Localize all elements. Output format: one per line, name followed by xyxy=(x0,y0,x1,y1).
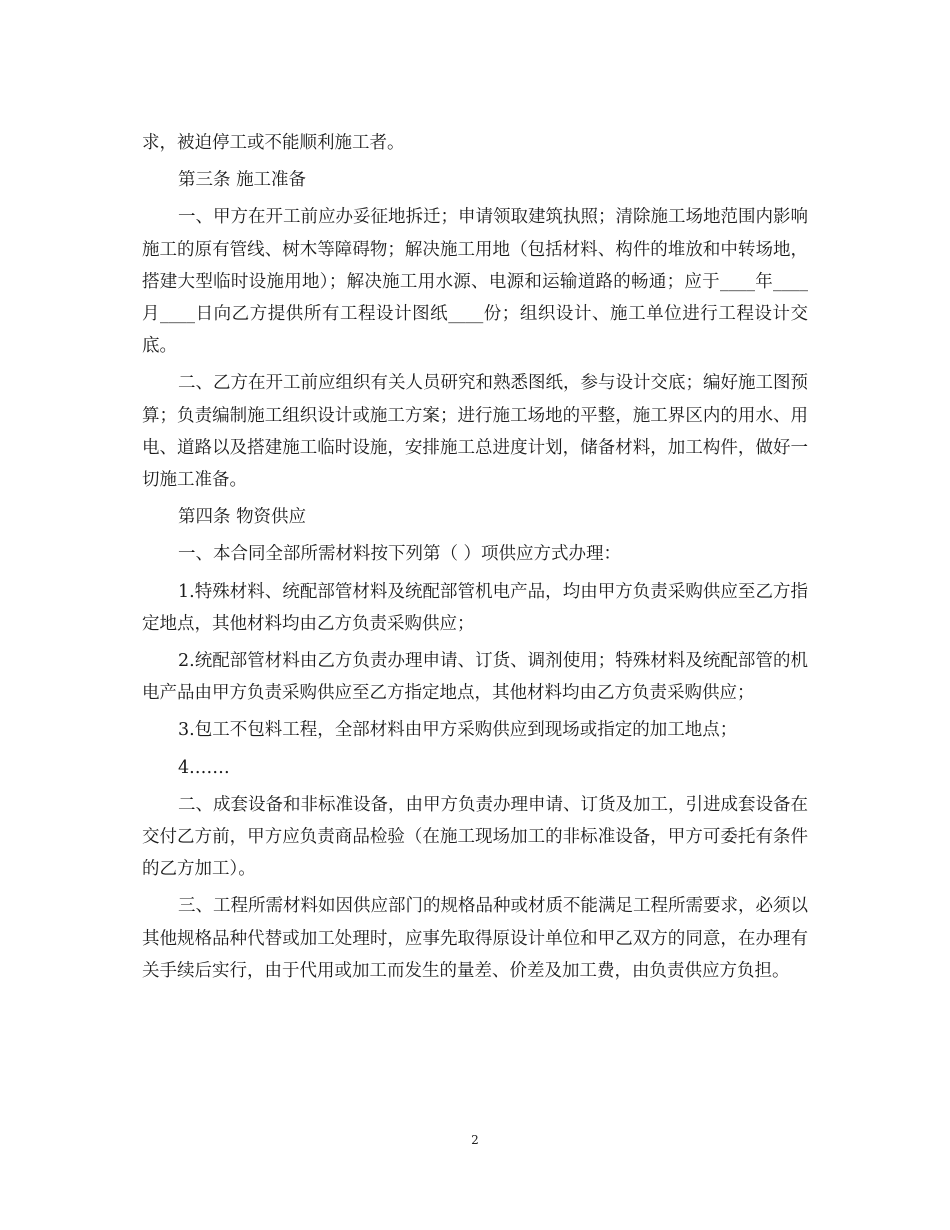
section-heading: 第四条 物资供应 xyxy=(178,507,307,528)
paragraph: 一、本合同全部所需材料按下列第（ ）项供应方式办理： xyxy=(178,544,622,565)
paragraph: 求，被迫停工或不能顺利施工者。 xyxy=(142,133,405,153)
document-body xyxy=(142,127,808,987)
list-item: 1.特殊材料、统配部管材料及统配部管机电产品，均由甲方负责采购供应至乙方指定地点，其他材料均由乙方负责采购供应； xyxy=(142,581,808,634)
list-item: 4.…… xyxy=(178,757,230,778)
paragraph: 二、乙方在开工前应组织有关人员研究和熟悉图纸，参与设计交底；编好施工图预算；负责编制施工组织设计或施工方案；进行施工场地的平整，施工界区内的用水、用电、道路以及搭建施工临时设施，安排施工总进度计划，储备材料，加工构件，做好一切施工准备。 xyxy=(142,373,808,491)
list-item: 3.包工不包料工程，全部材料由甲方采购供应到现场或指定的加工地点； xyxy=(178,720,738,741)
paragraph: 一、甲方在开工前应办妥征地拆迁；申请领取建筑执照；清除施工场地范围内影响施工的原有管线、树木等障碍物；解决施工用地（包括材料、构件的堆放和中转场地，搭建大型临时设施用地）；解决施工用水源、电源和运输道路的畅通；应于____年____月____日向乙方提供所有工程设计图纸____份；组织设计、施工单位进行工程设计交底。 xyxy=(142,207,808,357)
section-heading: 第三条 施工准备 xyxy=(178,170,307,191)
list-item: 2.统配部管材料由乙方负责办理申请、订货、调剂使用；特殊材料及统配部管的机电产品由甲方负责采购供应至乙方指定地点，其他材料均由乙方负责采购供应； xyxy=(142,651,808,704)
paragraph: 三、工程所需材料如因供应部门的规格品种或材质不能满足工程所需要求，必须以其他规格品种代替或加工处理时，应事先取得原设计单位和甲乙双方的同意，在办理有关手续后实行，由于代用或加工而发生的量差、价差及加工费，由负责供应方负担。 xyxy=(142,896,808,981)
paragraph: 二、成套设备和非标准设备，由甲方负责办理申请、订货及加工，引进成套设备在交付乙方前，甲方应负责商品检验（在施工现场加工的非标准设备，甲方可委托有条件的乙方加工）。 xyxy=(142,794,808,880)
page-number: 2 xyxy=(471,1133,479,1147)
